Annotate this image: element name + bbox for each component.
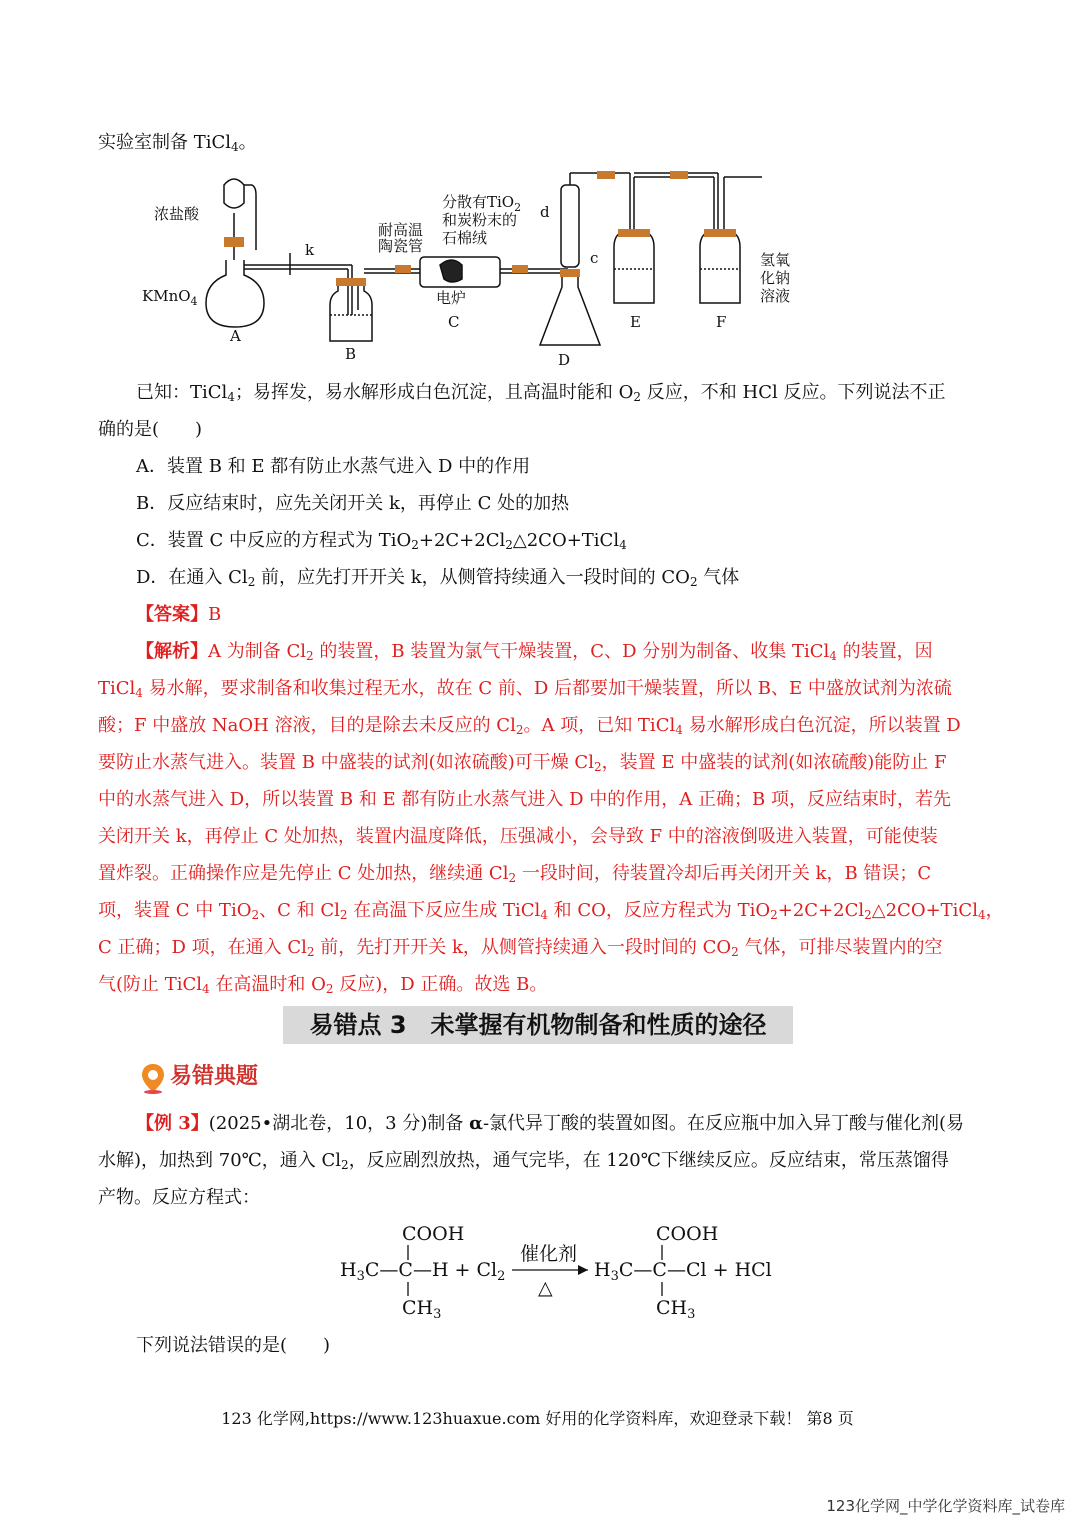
question-2: 下列说法错误的是( ) — [136, 1335, 331, 1356]
analysis-line-5: 中的水蒸气进入 D，所以装置 B 和 E 都有防止水蒸气进入 D 中的作用，A 正确；B 项，反应结束时，若先 — [98, 789, 951, 810]
intro-text: 实验室制备 TiCl$_4$。 — [98, 132, 257, 154]
analysis-line-10: 气(防止 TiCl$_4$ 在高温时和 $O_2$ 反应)，D 正确。故选 B。 — [98, 974, 548, 996]
option-d: D．在通入 $Cl_2$ 前，应先打开开关 k，从侧管持续通入一段时间的 $CO_2$ 气体 — [136, 567, 740, 589]
left-h3c: $H_3C—C—H + Cl_2$ — [340, 1259, 506, 1284]
example-line-3: 产物。反应方程式： — [98, 1187, 260, 1208]
right-cooh: COOH — [656, 1223, 719, 1245]
label-naoh-2: 化钠 — [760, 269, 791, 287]
label-acid: 浓盐酸 — [154, 205, 200, 223]
label-A: A — [230, 327, 241, 345]
label-E: E — [630, 313, 641, 331]
label-k: k — [305, 241, 315, 259]
bottle-f — [700, 233, 740, 303]
label-C: C — [448, 313, 460, 331]
dropping-funnel — [224, 179, 244, 208]
question-line-2: 确的是( ) — [98, 419, 203, 440]
example-line-2: 水解)，加热到 70℃，通入 $Cl_2$，反应剧烈放热，通气完毕，在 120℃下继续反应。反应结束，常压蒸馏得 — [98, 1150, 949, 1172]
bottle-e — [614, 233, 654, 303]
left-cooh: COOH — [402, 1223, 465, 1245]
label-wool-3: 石棉绒 — [442, 229, 488, 247]
condenser-d — [561, 185, 579, 267]
example-line-1: 【例 3】(2025•湖北卷，10，3 分)制备 α-氯代异丁酸的装置如图。在反应瓶中加入异丁酸与催化剂(易 — [136, 1113, 965, 1134]
right-ch3: $CH_3$ — [656, 1297, 696, 1320]
analysis-line-3: 酸；F 中盛放 NaOH 溶液，目的是除去未反应的 $Cl_2$。A 项，已知 TiCl$_4$ 易水解形成白色沉淀，所以装置 D — [98, 715, 961, 737]
section-title: 易错点 3 未掌握有机物制备和性质的途径 — [283, 1006, 793, 1044]
label-wool-1: 分散有TiO$_2$ — [442, 193, 522, 214]
reaction-equation — [340, 1220, 780, 1320]
analysis-line-2: TiCl$_4$ 易水解，要求制备和收集过程无水，故在 C 前、D 后都要加干燥装置，所以 B、E 中盛放试剂为浓硫 — [98, 678, 952, 700]
left-ch3: $CH_3$ — [402, 1297, 442, 1320]
bottle-b — [330, 281, 372, 341]
analysis-line-8: 项，装置 C 中 TiO$_2$、C 和 $Cl_2$ 在高温下反应生成 TiCl$_4$ 和 CO，反应方程式为 $TiO_2+2C+2Cl_2\triangle 2CO+TiCl_4$， — [98, 900, 1004, 922]
sub-heading: 易错典题 — [170, 1064, 259, 1089]
option-a: A．装置 B 和 E 都有防止水蒸气进入 D 中的作用 — [136, 456, 531, 477]
label-tube-2: 陶瓷管 — [378, 237, 424, 255]
catalyst-label: 催化剂 — [520, 1243, 578, 1265]
right-h3c: $H_3C—C—Cl$ + HCl — [594, 1259, 772, 1284]
heat-label: △ — [538, 1277, 553, 1299]
answer: 【答案】B — [136, 604, 222, 625]
analysis-line-4: 要防止水蒸气进入。装置 B 中盛装的试剂(如浓硫酸)可干燥 $Cl_2$，装置 E 中盛装的试剂(如浓硫酸)能防止 F — [98, 752, 947, 774]
label-B: B — [345, 345, 357, 363]
label-d: d — [540, 203, 550, 221]
analysis-line-1: 【解析】A 为制备 $Cl_2$ 的装置，B 装置为氯气干燥装置，C、D 分别为制备、收集 TiCl$_4$ 的装置，因 — [136, 641, 933, 663]
flask-a — [206, 260, 264, 327]
analysis-line-7: 置炸裂。正确操作应是先停止 C 处加热，继续通 $Cl_2$ 一段时间，待装置冷却后再关闭开关 k，B 错误；C — [98, 863, 932, 885]
location-pin-icon — [140, 1062, 166, 1094]
analysis-line-9: C 正确；D 项，在通入 $Cl_2$ 前，先打开开关 k，从侧管持续通入一段时间的 $CO_2$ 气体，可排尽装置内的空 — [98, 937, 943, 959]
analysis-line-6: 关闭开关 k，再停止 C 处加热，装置内温度降低，压强减小，会导致 F 中的溶液倒吸进入装置，可能使装 — [98, 826, 938, 847]
label-D: D — [558, 351, 571, 369]
label-naoh-1: 氢氧 — [760, 251, 791, 269]
option-b: B．反应结束时，应先关闭开关 k，再停止 C 处的加热 — [136, 493, 570, 514]
apparatus-diagram — [140, 165, 820, 370]
label-tube-1: 耐高温 — [378, 221, 424, 239]
label-F: F — [716, 313, 727, 331]
option-c: C．装置 C 中反应的方程式为 $TiO_2+2C+2Cl_2\triangle 2CO+TiCl_4$ — [136, 530, 627, 552]
question-line-1: 已知：TiCl$_4$；易挥发，易水解形成白色沉淀，且高温时能和 $O_2$ 反应，不和 HCl 反应。下列说法不正 — [136, 382, 946, 404]
label-c: c — [590, 249, 599, 267]
label-furnace: 电炉 — [436, 289, 467, 307]
watermark: 123化学网_中学化学资料库_试卷库 — [826, 1497, 1065, 1515]
flask-d — [540, 277, 600, 345]
label-wool-2: 和炭粉末的 — [442, 211, 518, 229]
page-footer: 123 化学网,https://www.123huaxue.com 好用的化学资料库，欢迎登录下载！ 第8 页 — [221, 1409, 854, 1428]
label-kmno4: KMnO$_4$ — [142, 287, 198, 308]
label-naoh-3: 溶液 — [760, 287, 791, 305]
